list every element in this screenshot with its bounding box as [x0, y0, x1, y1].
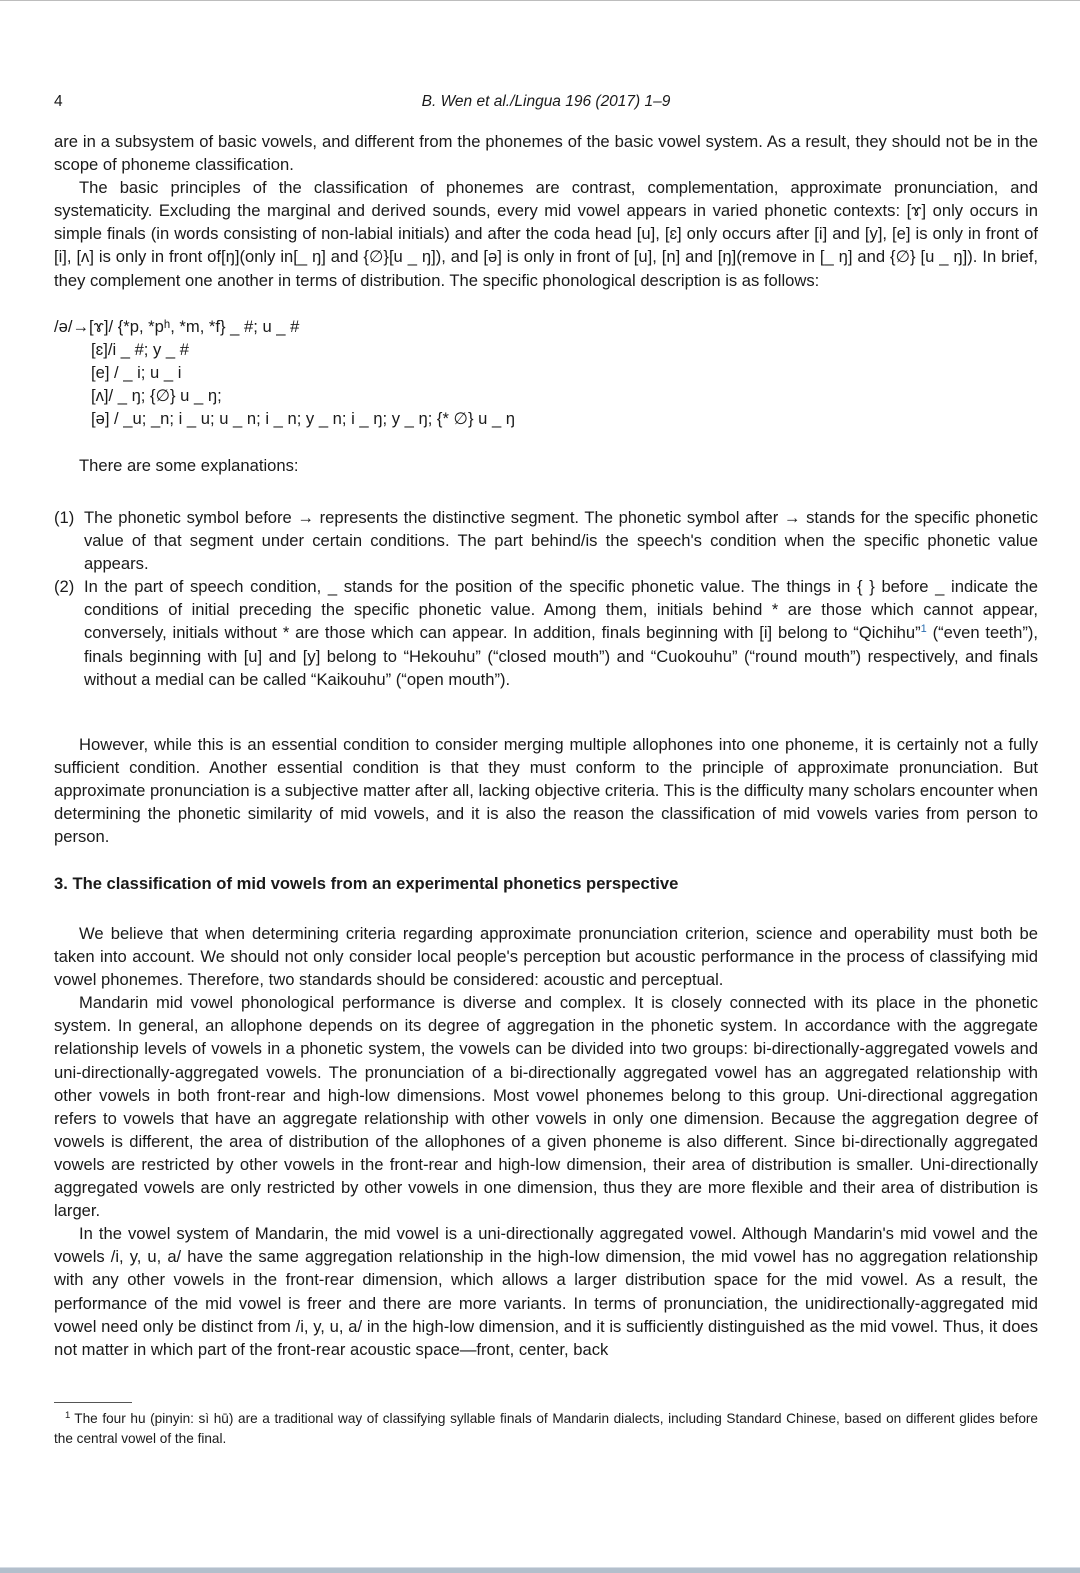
- running-header: [54, 93, 1038, 113]
- explanation-text: [84, 575, 1038, 690]
- top-border: [0, 0, 1080, 1]
- explanations-list: [54, 506, 1038, 691]
- section-paragraph: In the vowel system of Mandarin, the mid vowel is a uni-directionally aggregated vowel. Although Mandarin's mid vowel and the vowels /i, y, u, a/ have the same aggregation relationship in the high-low dimension, the mid vowel has no aggregation relationship with any other vowels in the front-rear dimension, which allows a larger distribution space for the mid vowel. As a result, the performance of the mid vowel is freer and there are more variants. In terms of pronunciation, the unidirectionally-aggregated mid vowel need only be distinct from /i, y, u, a/ in the high-low dimension, and it is sufficiently distinguished as the mid vowel. Thus, it does not matter in which part of the front-rear acoustic space—front, center, back: [54, 1224, 1038, 1359]
- however-text-block: [54, 733, 1038, 848]
- section-heading: 3. The classification of mid vowels from an experimental phonetics perspective: [54, 874, 679, 893]
- phonological-rules: [54, 315, 1038, 430]
- section-paragraph: We believe that when determining criteria regarding approximate pronunciation criterion, science and operability must both be taken into account. We should not only consider local people's perception but acoustic performance in the process of classifying mid vowel phonemes. Therefore, two standards should be considered: acoustic and perceptual.: [54, 924, 1038, 990]
- explanation-item: [54, 575, 1038, 690]
- rule-line: /ə/→[ɤ]/ {*p, *pʰ, *m, *f} _ #; u _ #: [54, 317, 300, 336]
- paragraph-however: However, while this is an essential condition to consider merging multiple allophones into one phoneme, it is certainly not a fully sufficient condition. Another essential condition is that they must conform to the principle of approximate pronunciation. But approximate pronunciation is a subjective matter after all, lacking objective criteria. This is the difficulty many scholars encounter when determining the phonetic similarity of mid vowels, and it is also the reason the classification of mid vowels varies from person to person.: [54, 735, 1038, 847]
- intro-text-block: [54, 130, 1038, 292]
- bottom-border: [0, 1567, 1080, 1573]
- rule-line: [e] / _ i; u _ i: [91, 363, 182, 383]
- paragraph-principles: The basic principles of the classification of phonemes are contrast, complementation, approximate pronunciation, and systematicity. Excluding the marginal and derived sounds, every mid vowel appears in varied phonetic contexts: [ɤ] only occurs in simple finals (in words consisting of non-labial initials) and after the coda head [u], [ɛ] only occurs after [i] and [y], [e] is only in front of [i], [ʌ] is only in front of[ŋ](only in[_ ŋ] and {∅}[u _ ŋ]), and [ə] is only in front of [u], [n] and [ŋ](remove in [_ ŋ] and {∅} [u _ ŋ]). In brief, they complement one another in terms of distribution. The specific phonological description is as follows:: [54, 178, 1038, 290]
- paragraph-continuation: are in a subsystem of basic vowels, and different from the phonemes of the basic vowel system. As a result, they should not be in the scope of phoneme classification.: [54, 132, 1038, 175]
- explanation-item: [54, 506, 1038, 575]
- journal-reference: B. Wen et al./Lingua 196 (2017) 1–9: [421, 93, 671, 110]
- section-paragraph: Mandarin mid vowel phonological performance is diverse and complex. It is closely connected with its place in the phonetic system. In general, an allophone depends on its degree of aggregation in the phonetic system. In accordance with the aggregate relationship levels of vowels in a phonetic system, the vowels can be divided into two groups: bi-directionally-aggregated vowels and uni-directionally-aggregated vowels. The pronunciation of a bi-directionally aggregated vowel has an aggregated relationship with other vowels in both front-rear and high-low dimensions. Most vowel phonemes belong to this group. Uni-directional aggregation refers to vowels that have an aggregate relationship with other vowels in only one dimension. Because the aggregation degree of vowels is different, the area of distribution of the allophones of a given phoneme is also different. Since bi-directionally aggregated vowels are restricted by other vowels in the front-rear and high-low dimension, their area of distribution is smaller. Uni-directionally aggregated vowels are only restricted by other vowels in one dimension, thus they are more flexible and their area of distribution is larger.: [54, 993, 1038, 1221]
- rule-line: [ɛ]/i _ #; y _ #: [91, 340, 189, 360]
- explanation-text-part: (“even teeth”), finals beginning with [u] and [y] belong to “Hekouhu” (“closed mouth”) and “Cuokouhu” (“round mouth”) respectively, and finals without a medial can be called “Kaikouhu” (“open mouth”).: [84, 623, 1038, 689]
- page-number: 4: [54, 93, 63, 110]
- footnote-marker: 1: [65, 1410, 71, 1421]
- rule-line: [ʌ]/ _ ŋ; {∅} u _ ŋ;: [91, 386, 222, 406]
- section-text-block: [54, 922, 1038, 1361]
- explanations-intro: There are some explanations:: [79, 456, 299, 475]
- footnote-divider: [54, 1402, 132, 1403]
- explanation-number: (1): [54, 508, 75, 527]
- footnote: [54, 1409, 1038, 1449]
- footnote-reference-link[interactable]: 1: [920, 623, 927, 636]
- explanation-number: (2): [54, 577, 75, 597]
- footnote-text: The four hu (pinyin: sì hū) are a traditional way of classifying syllable finals of Mandarin dialects, including Standard Chinese, based on different glides before the central vowel of the final.: [54, 1411, 1038, 1446]
- rule-line: [ə] / _u; _n; i _ u; u _ n; i _ n; y _ n; i _ ŋ; y _ ŋ; {* ∅} u _ ŋ: [91, 409, 516, 429]
- explanation-text-part: In the part of speech condition, _ stands for the position of the specific phonetic value. The things in { } before _ indicate the conditions of initial preceding the specific phonetic value. Among them, initials behind * are those which cannot appear, conversely, initials without * are those which can appear. In addition, finals beginning with [i] belong to “Qichihu”: [84, 577, 1038, 643]
- explanation-text: The phonetic symbol before → represents the distinctive segment. The phonetic symbol after → stands for the specific phonetic value of that segment under certain conditions. The part behind/is the speech's condition when the specific phonetic value appears.: [84, 508, 1038, 574]
